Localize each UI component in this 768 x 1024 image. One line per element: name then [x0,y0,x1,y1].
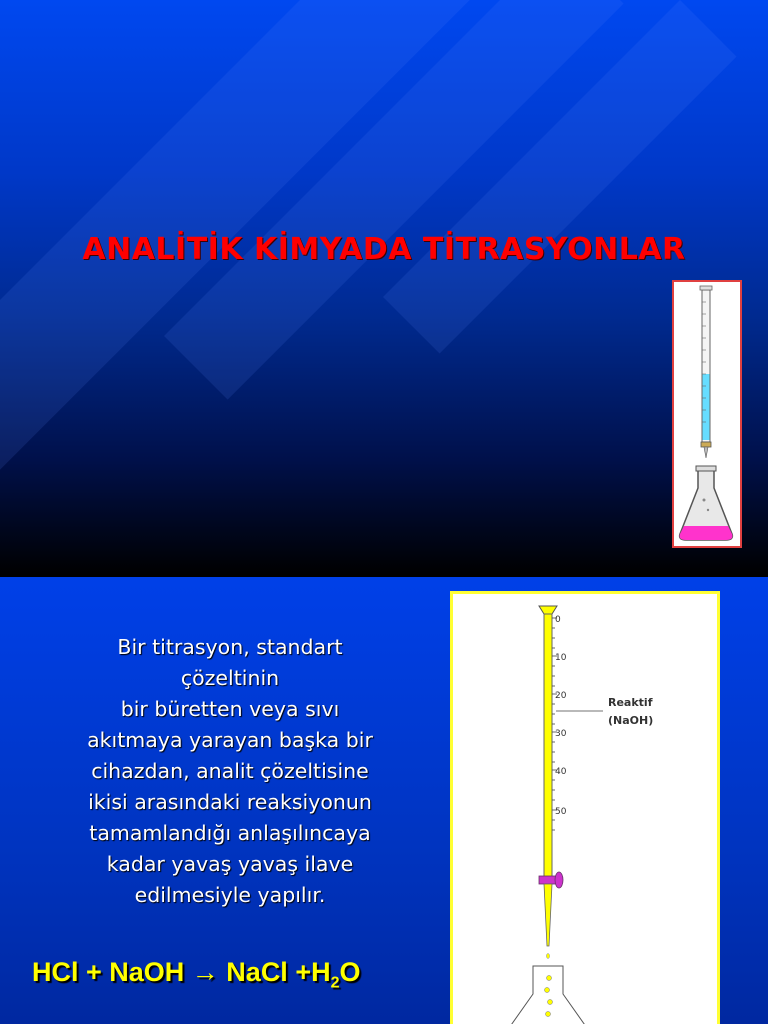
scale-label: 30 [555,729,567,739]
reagent-formula-label: (NaOH) [608,714,654,727]
burette-flask-image [672,280,742,548]
burette-diagram-svg [453,594,717,1024]
equation-end: O [339,957,361,987]
slide-title: ANALİTİK KİMYADA TİTRASYONLAR [82,232,686,267]
reaction-equation [32,957,361,992]
burette-tube [544,614,552,884]
scale-label: 20 [555,691,567,701]
burette-diagram [450,591,720,1024]
scale-label: 0 [555,615,561,625]
burette-scale-ticks [552,618,557,830]
equation-lhs: HCl + NaOH [32,957,192,987]
reaction-arrow-icon: → [191,957,219,987]
equation-subscript: 2 [330,974,340,992]
burette-top [539,606,557,614]
reagent-label: Reaktif [608,696,653,709]
scale-label: 50 [555,807,567,817]
equation-rhs: NaCl +H [218,957,331,987]
content-slide [0,577,768,1024]
scale-label: 40 [555,767,567,777]
drop [547,954,550,959]
burette-flask-icon [674,282,740,546]
definition-paragraph: Bir titrasyon, standart çözeltinin bir büretten veya sıvı akıtmaya yarayan başka bir cihazdan, analit çözeltisine ikisi arasındaki reaksiyonun tamamlandığı anlaşılıncaya kadar yavaş yavaş ilave edilmesiyle yapılır. [87,635,373,907]
burette-tip [544,884,552,946]
scale-label: 10 [555,653,567,663]
stopcock-handle [555,872,563,888]
